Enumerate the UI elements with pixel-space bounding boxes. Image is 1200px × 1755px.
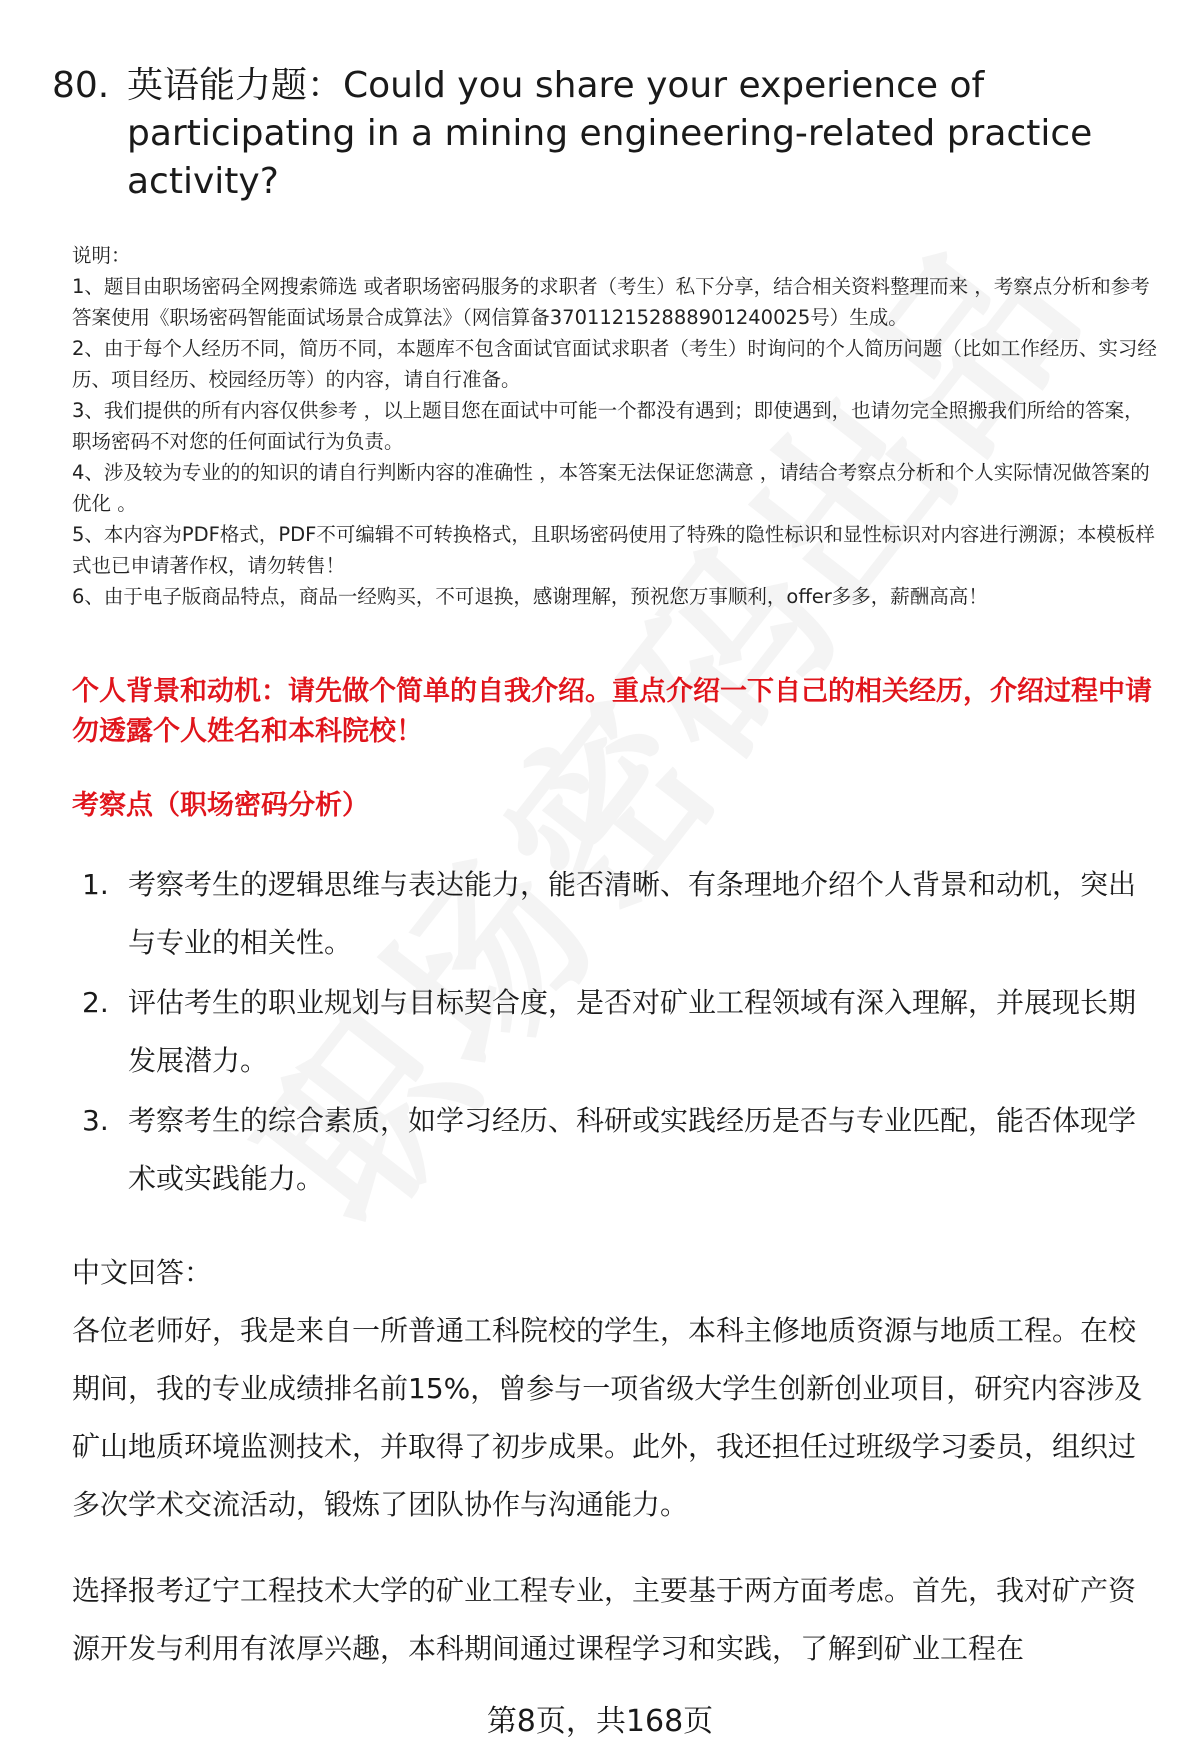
analysis-point bbox=[82, 974, 1162, 1090]
analysis-point-number: 2. bbox=[82, 986, 109, 1019]
notes-item: 6、由于电子版商品特点，商品一经购买，不可退换，感谢理解，预祝您万事顺利，offer多多，薪酬高高！ bbox=[72, 585, 988, 608]
question-title bbox=[52, 62, 1142, 206]
analysis-heading: 考察点（职场密码分析） bbox=[72, 790, 369, 821]
notes-item: 4、涉及较为专业的的知识的请自行判断内容的准确性 ，本答案无法保证您满意 ，请结合考察点分析和个人实际情况做答案的优化 。 bbox=[72, 461, 1150, 515]
question-text: 英语能力题：Could you share your experience of participating in a mining engineering-related practice activity? bbox=[127, 65, 1093, 202]
analysis-point bbox=[82, 1092, 1162, 1208]
answer-paragraph: 各位老师好，我是来自一所普通工科院校的学生，本科主修地质资源与地质工程。在校期间，我的专业成绩排名前15%，曾参与一项省级大学生创新创业项目，研究内容涉及矿山地质环境监测技术，并取得了初步成果。此外，我还担任过班级学习委员，组织过多次学术交流活动，锻炼了团队协作与沟通能力。 bbox=[72, 1314, 1143, 1521]
notes-item: 2、由于每个人经历不同，简历不同，本题库不包含面试官面试求职者（考生）时询问的个人简历问题（比如工作经历、实习经历、项目经历、校园经历等）的内容，请自行准备。 bbox=[72, 337, 1157, 391]
answer-label: 中文回答： bbox=[72, 1256, 213, 1289]
analysis-point-number: 1. bbox=[82, 868, 109, 901]
analysis-point-text: 考察考生的逻辑思维与表达能力，能否清晰、有条理地介绍个人背景和动机，突出与专业的相关性。 bbox=[128, 868, 1137, 959]
analysis-list bbox=[82, 856, 1162, 1210]
answer-body bbox=[72, 1302, 1152, 1706]
analysis-point-text: 考察考生的综合素质，如学习经历、科研或实践经历是否与专业匹配，能否体现学术或实践能力。 bbox=[128, 1104, 1137, 1195]
analysis-point-number: 3. bbox=[82, 1104, 109, 1137]
notes-section bbox=[72, 240, 1162, 612]
page-footer: 第8页，共168页 bbox=[486, 1704, 714, 1739]
section-heading: 个人背景和动机：请先做个简单的自我介绍。重点介绍一下自己的相关经历，介绍过程中请勿透露个人姓名和本科院校！ bbox=[72, 676, 1152, 747]
question-number: 80. bbox=[52, 65, 110, 106]
answer-paragraph: 选择报考辽宁工程技术大学的矿业工程专业，主要基于两方面考虑。首先，我对矿产资源开发与利用有浓厚兴趣，本科期间通过课程学习和实践，了解到矿业工程在 bbox=[72, 1574, 1137, 1665]
notes-item: 5、本内容为PDF格式，PDF不可编辑不可转换格式，且职场密码使用了特殊的隐性标识和显性标识对内容进行溯源；本模板样式也已申请著作权，请勿转售！ bbox=[72, 523, 1155, 577]
notes-item: 3、我们提供的所有内容仅供参考 ，以上题目您在面试中可能一个都没有遇到；即使遇到，也请勿完全照搬我们所给的答案，职场密码不对您的任何面试行为负责。 bbox=[72, 399, 1144, 453]
analysis-point-text: 评估考生的职业规划与目标契合度，是否对矿业工程领域有深入理解，并展现长期发展潜力。 bbox=[128, 986, 1137, 1077]
notes-item: 1、题目由职场密码全网搜索筛选 或者职场密码服务的求职者（考生）私下分享，结合相关资料整理而来 ，考察点分析和参考答案使用《职场密码智能面试场景合成算法》（网信算备370112152888901240025号）生成。 bbox=[72, 275, 1150, 329]
analysis-point bbox=[82, 856, 1162, 972]
notes-title: 说明： bbox=[72, 244, 131, 267]
